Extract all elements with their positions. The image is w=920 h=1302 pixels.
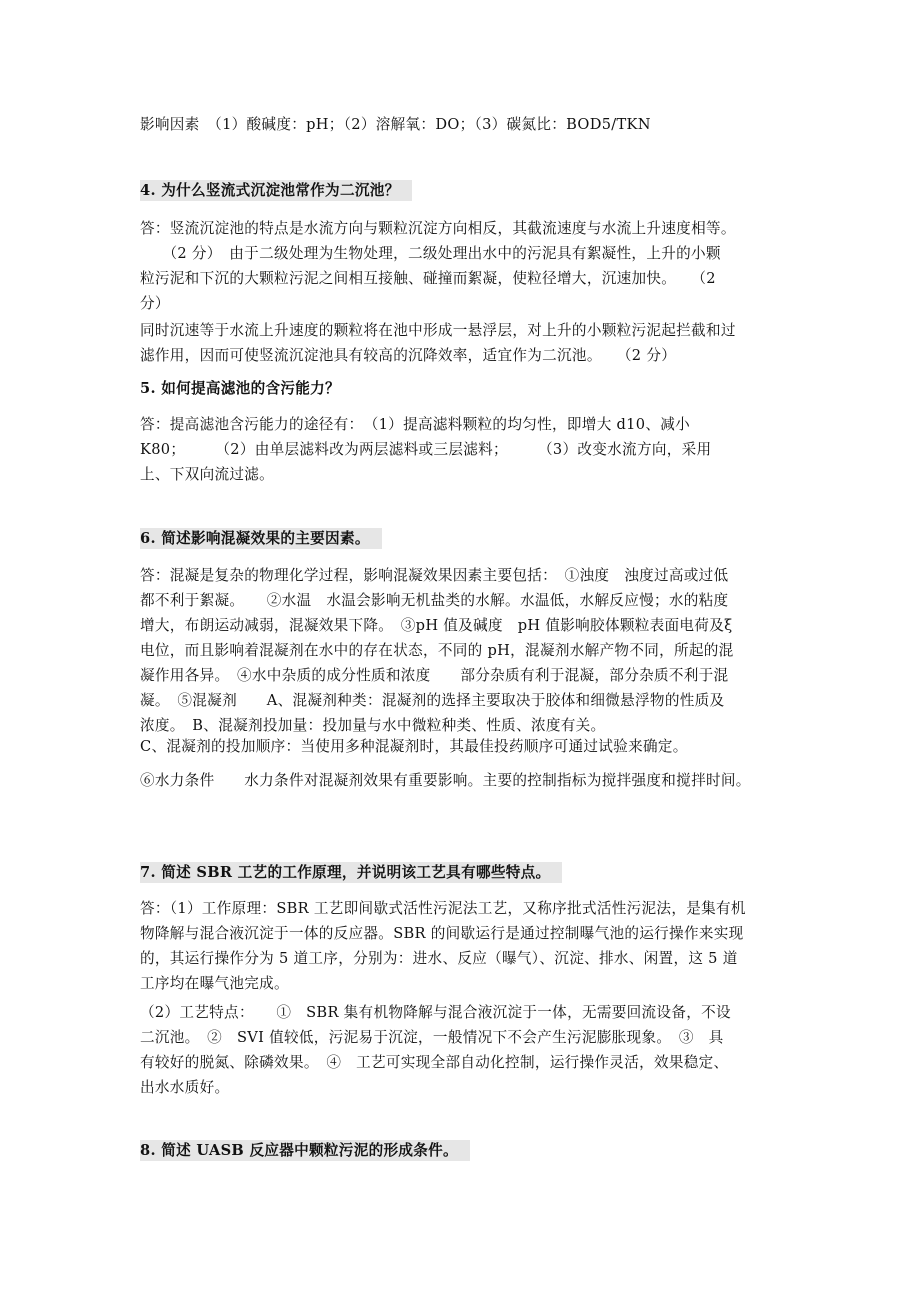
q7-line-7: 有较好的脱氮、除磷效果。 ④ 工艺可实现全部自动化控制，运行操作灵活，效果稳定、 bbox=[140, 1054, 729, 1071]
q4-line-6: 滤作用，因而可使竖流沉淀池具有较高的沉降效率，适宜作为二沉池。 （2 分） bbox=[140, 347, 677, 364]
q7-line-5: （2）工艺特点： ① SBR 集有机物降解与混合液沉淀于一体，无需要回流设备，不设 bbox=[140, 1004, 731, 1021]
q7-line-8: 出水水质好。 bbox=[140, 1079, 230, 1096]
q6-line-1: 答：混凝是复杂的物理化学过程，影响混凝效果因素主要包括： ①浊度 浊度过高或过低 bbox=[140, 567, 729, 584]
q6-line-6: 凝。 ⑤混凝剂 A、混凝剂种类：混凝剂的选择主要取决于胶体和细微悬浮物的性质及 bbox=[140, 692, 725, 709]
q4-heading: 4. 为什么竖流式沉淀池常作为二沉池？ bbox=[140, 180, 412, 201]
q6-line-hydraulic: ⑥水力条件 水力条件对混凝剂效果有重要影响。主要的控制指标为搅拌强度和搅拌时间。 bbox=[140, 772, 751, 789]
q4-answer-continued bbox=[140, 318, 800, 368]
q7-line-4: 工序均在曝气池完成。 bbox=[140, 975, 289, 992]
q6-line-3: 增大，布朗运动减弱，混凝效果下降。 ③pH 值及碱度 pH 值影响胶体颗粒表面电荷及ξ bbox=[140, 617, 733, 634]
q5-line-3: 上、下双向流过滤。 bbox=[140, 466, 275, 483]
q5-heading: 5. 如何提高滤池的含污能力？ bbox=[140, 380, 340, 397]
q4-line-4: 分） bbox=[140, 295, 170, 312]
q6-heading: 6. 简述影响混凝效果的主要因素。 bbox=[140, 528, 382, 549]
q6-line-2: 都不利于絮凝。 ②水温 水温会影响无机盐类的水解。水温低，水解反应慢；水的粘度 bbox=[140, 592, 729, 609]
q6-line-c-block bbox=[140, 734, 800, 759]
q4-line-2: （2 分） 由于二级处理为生物处理，二级处理出水中的污泥具有絮凝性，上升的小颗 bbox=[140, 245, 721, 262]
q8-heading: 8. 简述 UASB 反应器中颗粒污泥的形成条件。 bbox=[140, 1140, 470, 1161]
q8-heading-block bbox=[140, 1140, 800, 1161]
q7-heading: 7. 简述 SBR 工艺的工作原理，并说明该工艺具有哪些特点。 bbox=[140, 862, 562, 883]
q6-heading-block bbox=[140, 528, 800, 549]
q4-heading-block bbox=[140, 180, 800, 201]
q5-answer bbox=[140, 412, 800, 487]
q5-line-2: K80； （2）由单层滤料改为两层滤料或三层滤料； （3）改变水流方向，采用 bbox=[140, 441, 712, 458]
q4-line-1: 答：竖流沉淀池的特点是水流方向与颗粒沉淀方向相反，其截流速度与水流上升速度相等。 bbox=[140, 220, 736, 237]
q6-line-6-block bbox=[140, 768, 800, 793]
intro-section bbox=[140, 112, 800, 137]
q4-line-3: 粒污泥和下沉的大颗粒污泥之间相互接触、碰撞而絮凝，使粒径增大，沉速加快。 （2 bbox=[140, 270, 716, 287]
q6-answer bbox=[140, 563, 800, 738]
intro-line: 影响因素 （1）酸碱度：pH；（2）溶解氧：DO；（3）碳氮比：BOD5/TKN bbox=[140, 116, 651, 133]
q4-answer bbox=[140, 216, 800, 316]
q7-heading-block bbox=[140, 862, 800, 883]
q7-line-6: 二沉池。 ② SVI 值较低，污泥易于沉淀，一般情况下不会产生污泥膨胀现象。 ③ 具 bbox=[140, 1029, 724, 1046]
q5-heading-block bbox=[140, 378, 800, 399]
q5-line-1: 答：提高滤池含污能力的途径有： （1）提高滤料颗粒的均匀性，即增大 d10、减小 bbox=[140, 416, 691, 433]
q6-line-4: 电位，而且影响着混凝剂在水中的存在状态，不同的 pH，混凝剂水解产物不同，所起的混 bbox=[140, 642, 734, 659]
q7-line-1: 答：（1）工作原理：SBR 工艺即间歇式活性污泥法工艺，又称序批式活性污泥法，是集有机 bbox=[140, 900, 746, 917]
q6-line-c: C、混凝剂的投加顺序：当使用多种混凝剂时，其最佳投药顺序可通过试验来确定。 bbox=[140, 738, 688, 755]
q7-features bbox=[140, 1000, 800, 1100]
q4-line-5: 同时沉速等于水流上升速度的颗粒将在池中形成一悬浮层，对上升的小颗粒污泥起拦截和过 bbox=[140, 322, 736, 339]
q7-answer bbox=[140, 896, 800, 996]
q6-line-7: 浓度。 B、混凝剂投加量：投加量与水中微粒种类、性质、浓度有关。 bbox=[140, 717, 606, 734]
q7-line-2: 物降解与混合液沉淀于一体的反应器。SBR 的间歇运行是通过控制曝气池的运行操作来实现 bbox=[140, 925, 744, 942]
q6-line-5: 凝作用各异。 ④水中杂质的成分性质和浓度 部分杂质有利于混凝，部分杂质不利于混 bbox=[140, 667, 729, 684]
q7-line-3: 的，其运行操作分为 5 道工序，分别为：进水、反应（曝气）、沉淀、排水、闲置，这 5 道 bbox=[140, 950, 738, 967]
